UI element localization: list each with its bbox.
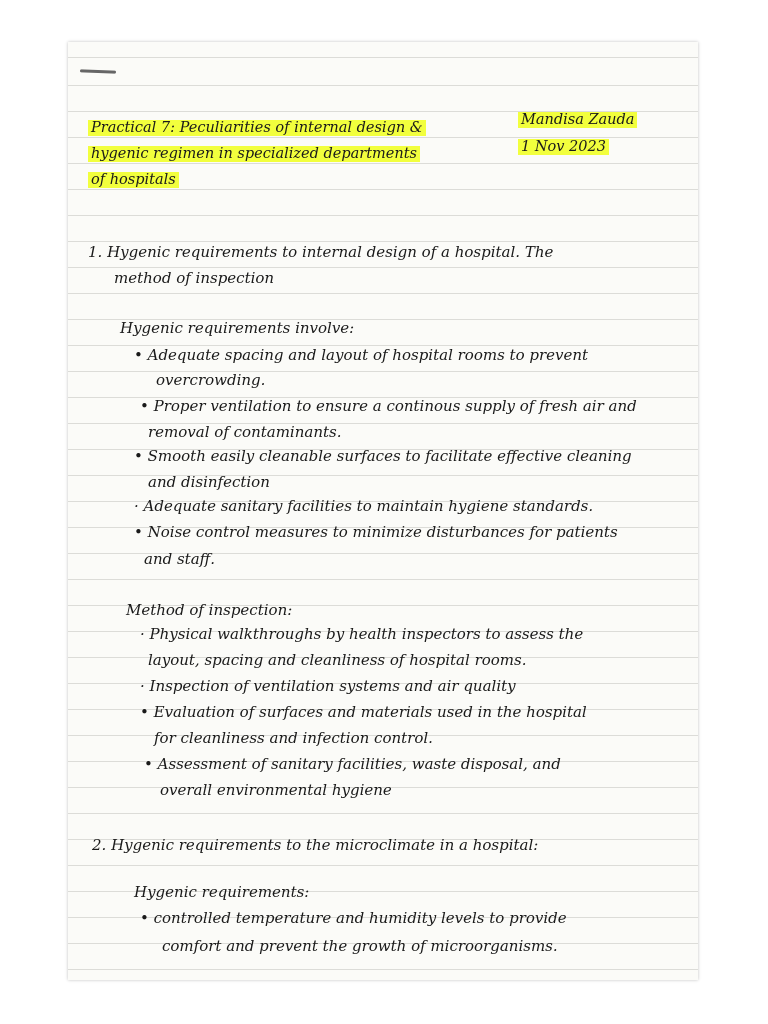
section1-heading-line-2: method of inspection <box>114 269 275 287</box>
section1-method-label: Method of inspection: <box>126 601 293 619</box>
list-item: layout, spacing and cleanliness of hospital rooms. <box>148 651 527 669</box>
list-item: and staff. <box>144 550 216 568</box>
list-item: · Physical walkthroughs by health inspectors to assess the <box>140 625 584 643</box>
title-line-1: Practical 7: Peculiarities of internal design & <box>88 118 426 138</box>
list-item: · Inspection of ventilation systems and air quality <box>140 677 516 695</box>
list-item: • Noise control measures to minimize disturbances for patients <box>134 523 618 541</box>
date: 1 Nov 2023 <box>518 137 609 157</box>
title-line-2: hygenic regimen in specialized departments <box>88 144 420 164</box>
list-item: and disinfection <box>148 473 270 491</box>
list-item: • Proper ventilation to ensure a continous supply of fresh air and <box>140 397 637 415</box>
title-line-3: of hospitals <box>88 170 179 190</box>
list-item: overall environmental hygiene <box>160 781 392 799</box>
list-item: comfort and prevent the growth of microorganisms. <box>162 937 558 955</box>
section2-requirements-label: Hygenic requirements: <box>134 883 310 901</box>
author-name: Mandisa Zauda <box>518 110 637 130</box>
list-item: • Assessment of sanitary facilities, waste disposal, and <box>144 755 561 773</box>
section2-heading: 2. Hygenic requirements to the microclimate in a hospital: <box>92 836 539 854</box>
list-item: overcrowding. <box>156 371 266 389</box>
list-item: • Evaluation of surfaces and materials used in the hospital <box>140 703 587 721</box>
list-item: for cleanliness and infection control. <box>154 729 433 747</box>
list-item: • Smooth easily cleanable surfaces to facilitate effective cleaning <box>134 447 632 465</box>
section1-requirements-label: Hygenic requirements involve: <box>120 319 355 337</box>
section1-heading-line-1: 1. Hygenic requirements to internal design of a hospital. The <box>88 243 554 261</box>
list-item: • controlled temperature and humidity levels to provide <box>140 909 567 927</box>
list-item: · Adequate sanitary facilities to maintain hygiene standards. <box>134 497 594 515</box>
list-item: • Adequate spacing and layout of hospital rooms to prevent <box>134 346 589 364</box>
list-item: removal of contaminants. <box>148 423 342 441</box>
